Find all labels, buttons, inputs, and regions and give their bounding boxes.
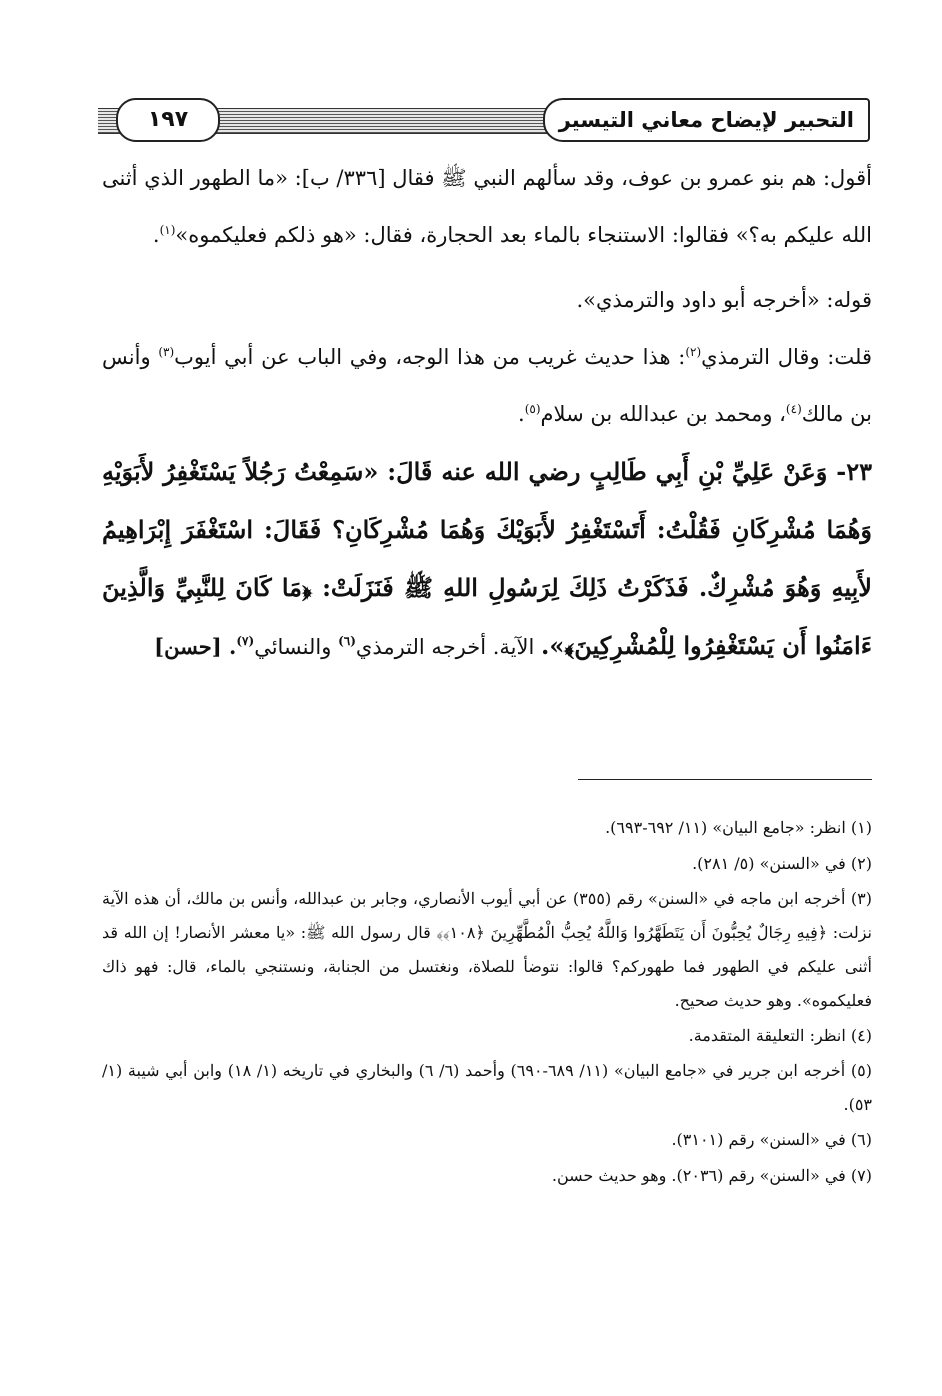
footnote-ref: (٢) [685,345,702,359]
main-text [102,150,872,676]
footnote-1: (١) انظر: «جامع البيان» (١١/ ٦٩٢-٦٩٣). [605,818,872,837]
paragraph-3: قلت: وقال الترمذي$^{(٢)}$: هذا حديث غريب من هذا الوجه، وفي الباب عن أبي أيوب$^{(٣)}$ وأنس بن مالك$^{(٤)}$، ومحمد بن عبدالله بن سلام$^{(٥)}$. [102,345,872,426]
footnote-ref: (٣) [158,345,175,359]
footnote-ref: (٤) [785,402,802,416]
footnote-divider [578,779,872,780]
footnote-4: (٤) انظر: التعليقة المتقدمة. [688,1026,872,1045]
footnotes [102,810,872,1194]
footnote-ref: (٥) [524,402,541,416]
footnote-6: (٦) في «السنن» رقم (٣١٠١). [671,1130,872,1149]
page-header [98,98,870,148]
footnote-5: (٥) أخرجه ابن جرير في «جامع البيان» (١١/ ٦٨٩-٦٩٠) وأحمد (٦/ ٦) والبخاري في تاريخه (١/ ١٨) وابن أبي شيبة (١/ ٥٣). [102,1061,872,1114]
footnote-ref: (١) [159,223,176,237]
page-number: ١٩٧ [116,98,220,142]
paragraph-1: أقول: هم بنو عمرو بن عوف، وقد سألهم النبي ﷺ فقال [٣٣٦/ ب]: «ما الطهور الذي أثنى الله عليكم به؟» فقالوا: الاستنجاء بالماء بعد الحجارة، فقال: «هو ذلكم فعليكموه»$^{(١)}$. [102,166,873,247]
footnote-ref: (٦) [338,634,356,648]
footnote-7: (٧) في «السنن» رقم (٢٠٣٦). وهو حديث حسن. [551,1166,872,1185]
footnote-ref: (٧) [236,634,255,648]
book-title: التحبير لإيضاح معاني التيسير [543,98,870,142]
paragraph-2: قوله: «أخرجه أبو داود والترمذي». [576,288,872,312]
footnote-2: (٢) في «السنن» (٥/ ٢٨١). [692,854,872,873]
hadith-23: ٢٣- وَعَنْ عَلِيِّ بْنِ أَبِي طَالِبٍ رضي الله عنه قَالَ: «سَمِعْتُ رَجُلاً يَسْتَغْفِرُ لأَبَوَيْهِ وَهُمَا مُشْرِكَانِ فَقُلْتُ: أَتَسْتَغْفِرُ لأَبَوَيْكَ وَهُمَا مُشْرِكَانِ؟ فَقَالَ: اسْتَغْفَرَ إِبْرَاهِيمُ لأَبِيهِ وَهُوَ مُشْرِكٌ. فَذَكَرْتُ ذَلِكَ لِرَسُولِ اللهِ ﷺ فَنَزَلَتْ: ﴿مَا كَانَ لِلنَّبِيِّ وَالَّذِينَ ءَامَنُوا أَن يَسْتَغْفِرُوا لِلْمُشْرِكِينَ﴾». الآية. أخرجه الترمذي$^{(٦)}$ والنسائي$^{(٧)}$. [حسن] [102,457,872,660]
footnote-3: (٣) أخرجه ابن ماجه في «السنن» رقم (٣٥٥) عن أبي أيوب الأنصاري، وجابر بن عبدالله، وأنس بن مالك، أن هذه الآية نزلت: ﴿فِيهِ رِجَالٌ يُحِبُّونَ أَن يَتَطَهَّرُوا وَاللَّهُ يُحِبُّ الْمُطَّهِّرِينَ ﴿١٠٨﴾﴾ قال رسول الله ﷺ: «يا معشر الأنصار! إن الله قد أثنى عليكم في الطهور فما طهوركم؟ قالوا: نتوضأ للصلاة، ونغتسل من الجنابة، ونستنجي بالماء، قال: فهو ذاك فعليكموه». وهو حديث صحيح. [102,889,873,1010]
